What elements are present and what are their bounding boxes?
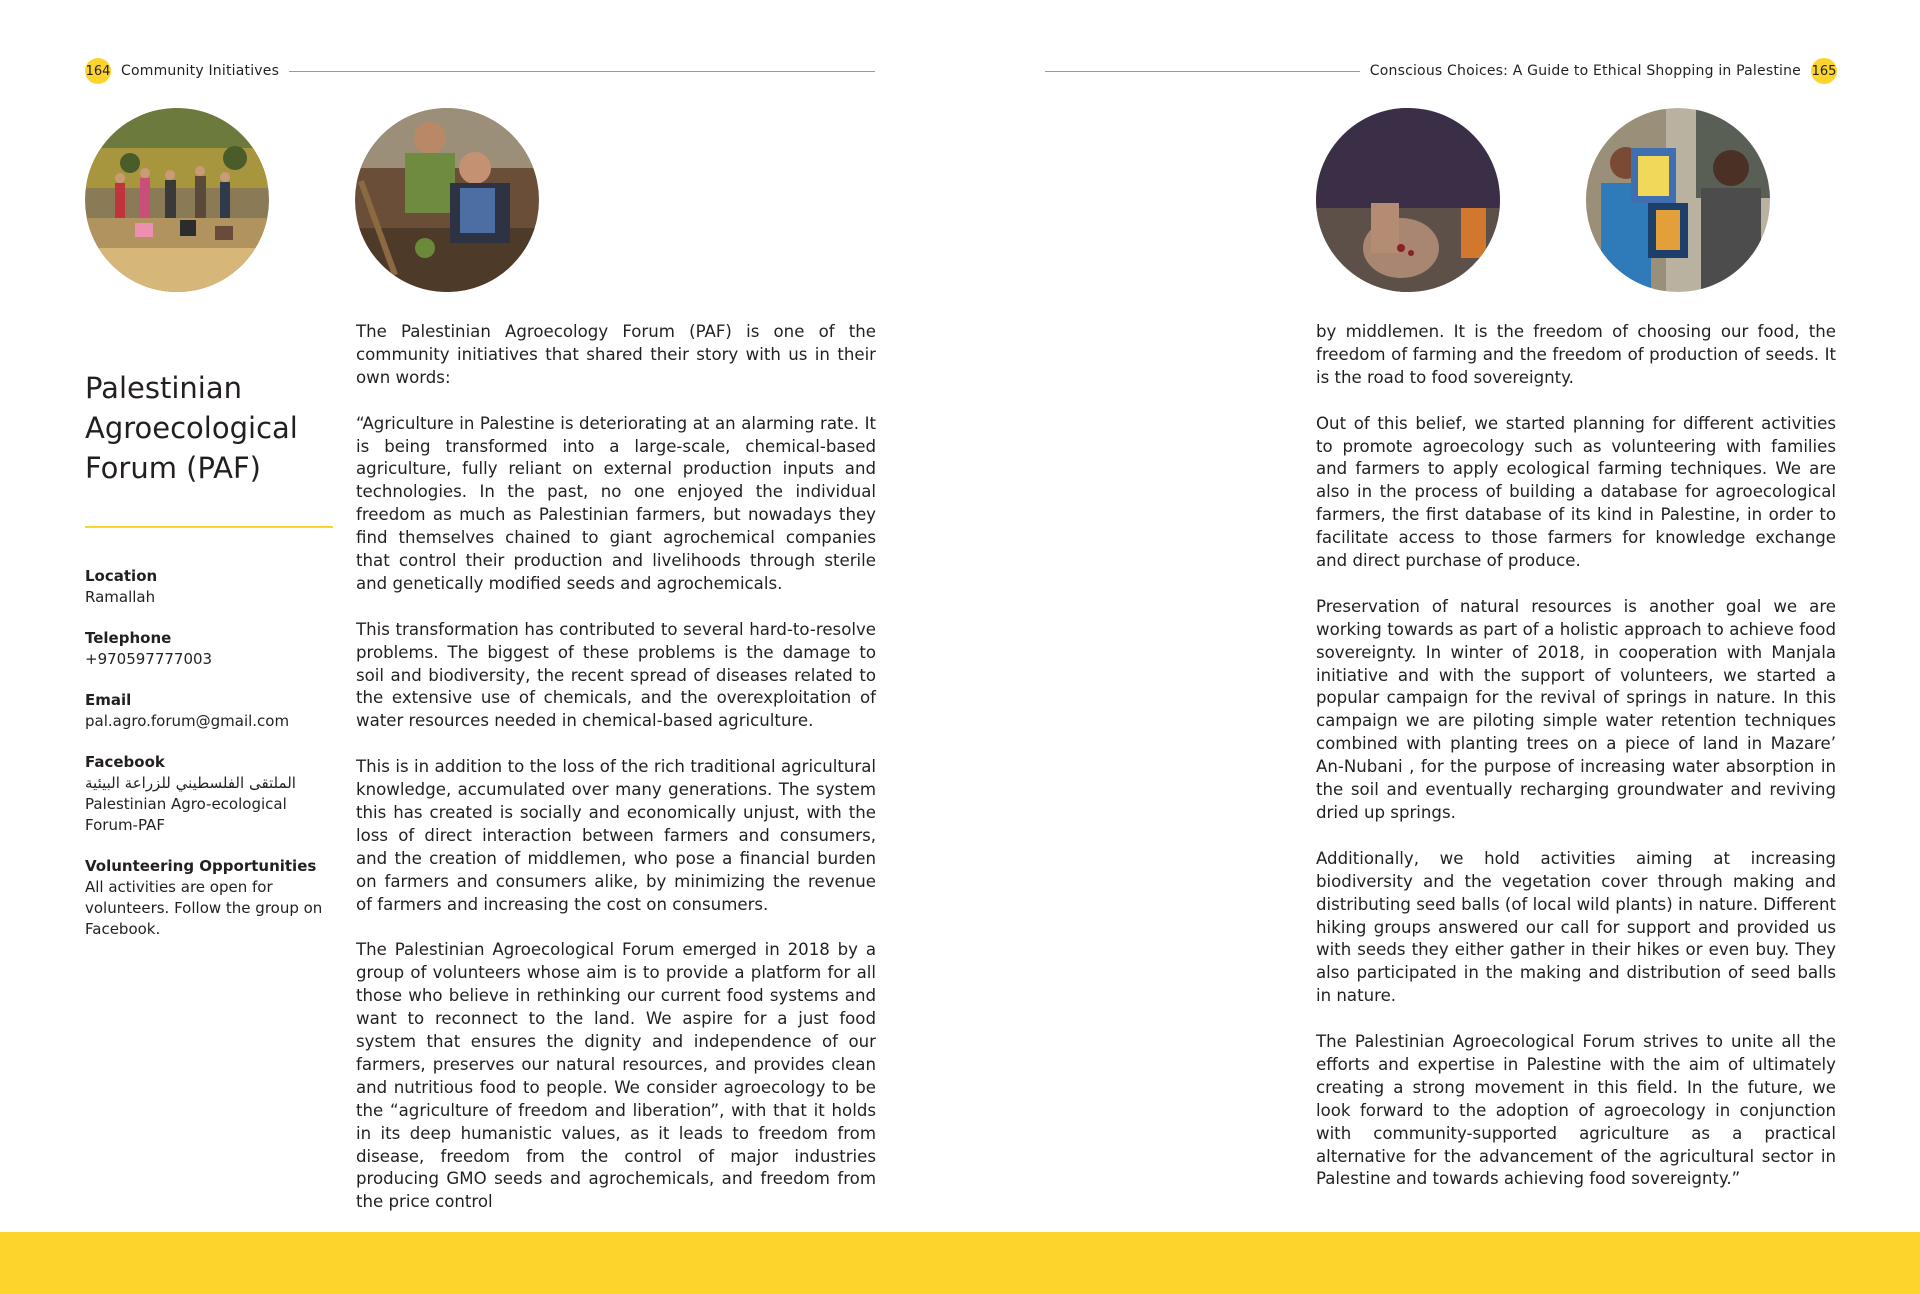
- facebook-arabic-name: الملتقى الفلسطيني للزراعة البيئية: [85, 774, 296, 792]
- paragraph: The Palestinian Agroecology Forum (PAF) is one of the community initiatives that shared their story with us in their own words:: [356, 322, 876, 387]
- telephone-value: +970597777003: [85, 650, 213, 668]
- facebook-block: [85, 752, 325, 836]
- farmers-planting-photo: [355, 108, 539, 292]
- title-underline-rule: [85, 526, 333, 528]
- paragraph: The Palestinian Agroecological Forum strives to unite all the efforts and expertise in Palestine with the aim of ultimately creating a strong movement in this field. In the future, we look forward to the adoption of agroecology in conjunction with community-supported agriculture as a practical alternative for the advancement of the agricultural sector in Palestine and towards achieving food sovereignty.”: [1316, 1032, 1836, 1189]
- telephone-block: [85, 628, 325, 670]
- facebook-label: Facebook: [85, 753, 165, 771]
- volunteering-label: Volunteering Opportunities: [85, 857, 317, 875]
- page-number-left: 164: [85, 58, 111, 84]
- location-value: Ramallah: [85, 588, 156, 606]
- page-number-right: 165: [1811, 58, 1837, 84]
- volunteering-block: [85, 856, 325, 940]
- header-rule-right: [1045, 71, 1360, 72]
- paragraph: by middlemen. It is the freedom of choosing our food, the freedom of farming and the freedom of production of seeds. It is the road to food sovereignty.: [1316, 322, 1836, 387]
- paragraph: “Agriculture in Palestine is deteriorating at an alarming rate. It is being transformed into a large-scale, chemical-based agriculture, fully reliant on external production inputs and technologies. In the past, no one enjoyed the individual freedom as much as Palestinian farmers, but nowadays they find themselves chained to giant agrochemical companies that control their production and livelihoods through sterile and genetically modified seeds and agrochemicals.: [356, 413, 876, 593]
- volunteers-with-posters-photo: [1586, 108, 1770, 292]
- location-label: Location: [85, 567, 158, 585]
- left-page-header: [85, 58, 875, 84]
- location-block: [85, 566, 325, 608]
- paragraph: Out of this belief, we started planning for different activities to promote agroecology such as volunteering with families and farmers to apply ecological farming techniques. We are also in the process of building a database for agroecological farmers, the first database of its kind in Palestine, in order to facilitate access to those farmers for knowledge exchange and direct purchase of produce.: [1316, 413, 1836, 571]
- telephone-label: Telephone: [85, 629, 172, 647]
- email-block: [85, 690, 325, 732]
- right-body-column: [1316, 321, 1836, 1214]
- running-title-right: Conscious Choices: A Guide to Ethical Shopping in Palestine: [1369, 63, 1801, 79]
- header-rule-left: [289, 71, 875, 72]
- organization-details: [85, 566, 325, 960]
- paragraph: This transformation has contributed to several hard-to-resolve problems. The biggest of these problems is the damage to soil and biodiversity, the recent spread of diseases related to the extensive use of chemicals, and the overexploitation of water resources needed in chemical-based agriculture.: [356, 619, 876, 731]
- organization-title: Palestinian Agroecological Forum (PAF): [85, 371, 298, 485]
- paragraph: This is in addition to the loss of the rich traditional agricultural knowledge, accumulated over many generations. The system this has created is socially and economically unjust, with the loss of direct interaction between farmers and consumers, and the creation of middlemen, who pose a financial burden on farmers and consumers alike, by minimizing the revenue of farmers and increasing the cost on consumers.: [356, 757, 876, 914]
- group-photo: [85, 108, 269, 292]
- email-label: Email: [85, 691, 132, 709]
- email-value: pal.agro.forum@gmail.com: [85, 712, 290, 730]
- paragraph: The Palestinian Agroecological Forum emerged in 2018 by a group of volunteers whose aim is to provide a platform for all those who believe in rethinking our current food systems and want to reconnect to the land. We aspire for a just food system that ensures the dignity and independence of our farmers, preserves our natural resources, and provides clean and nutritious food to people. We consider agroecology to be the “agriculture of freedom and liberation”, with that it holds in its deep humanistic values, as it leads to freedom from disease, freedom from the control of major industries producing GMO seeds and agrochemicals, and freedom from the price control: [356, 940, 876, 1212]
- bottom-accent-band: [0, 1232, 1920, 1294]
- running-title-left: Community Initiatives: [121, 63, 280, 79]
- facebook-english-name: Palestinian Agro-ecological Forum-PAF: [85, 795, 287, 834]
- paragraph: Additionally, we hold activities aiming at increasing biodiversity and the vegetation cover through making and distributing seed balls (of local wild plants) in nature. Different hiking groups answered our call for support and provided us with seeds they either gather in their hikes or even buy. They also participated in the making and distribution of seed balls in nature.: [1316, 848, 1836, 1006]
- hand-with-seeds-photo: [1316, 108, 1500, 292]
- volunteering-value: All activities are open for volunteers. Follow the group on Facebook.: [85, 878, 323, 938]
- paragraph: Preservation of natural resources is another goal we are working towards as part of a holistic approach to achieve food sovereignty. In winter of 2018, in cooperation with Manjala initiative and with the support of volunteers, we started a popular campaign for the revival of springs in nature. In this campaign we are piloting simple water retention techniques combined with planting trees on a piece of land in Mazare’ An-Nubani , for the purpose of increasing water absorption in the soil and eventually recharging groundwater and reviving dried up springs.: [1316, 596, 1836, 822]
- left-body-column: [356, 321, 876, 1237]
- right-page-header: [1045, 58, 1837, 84]
